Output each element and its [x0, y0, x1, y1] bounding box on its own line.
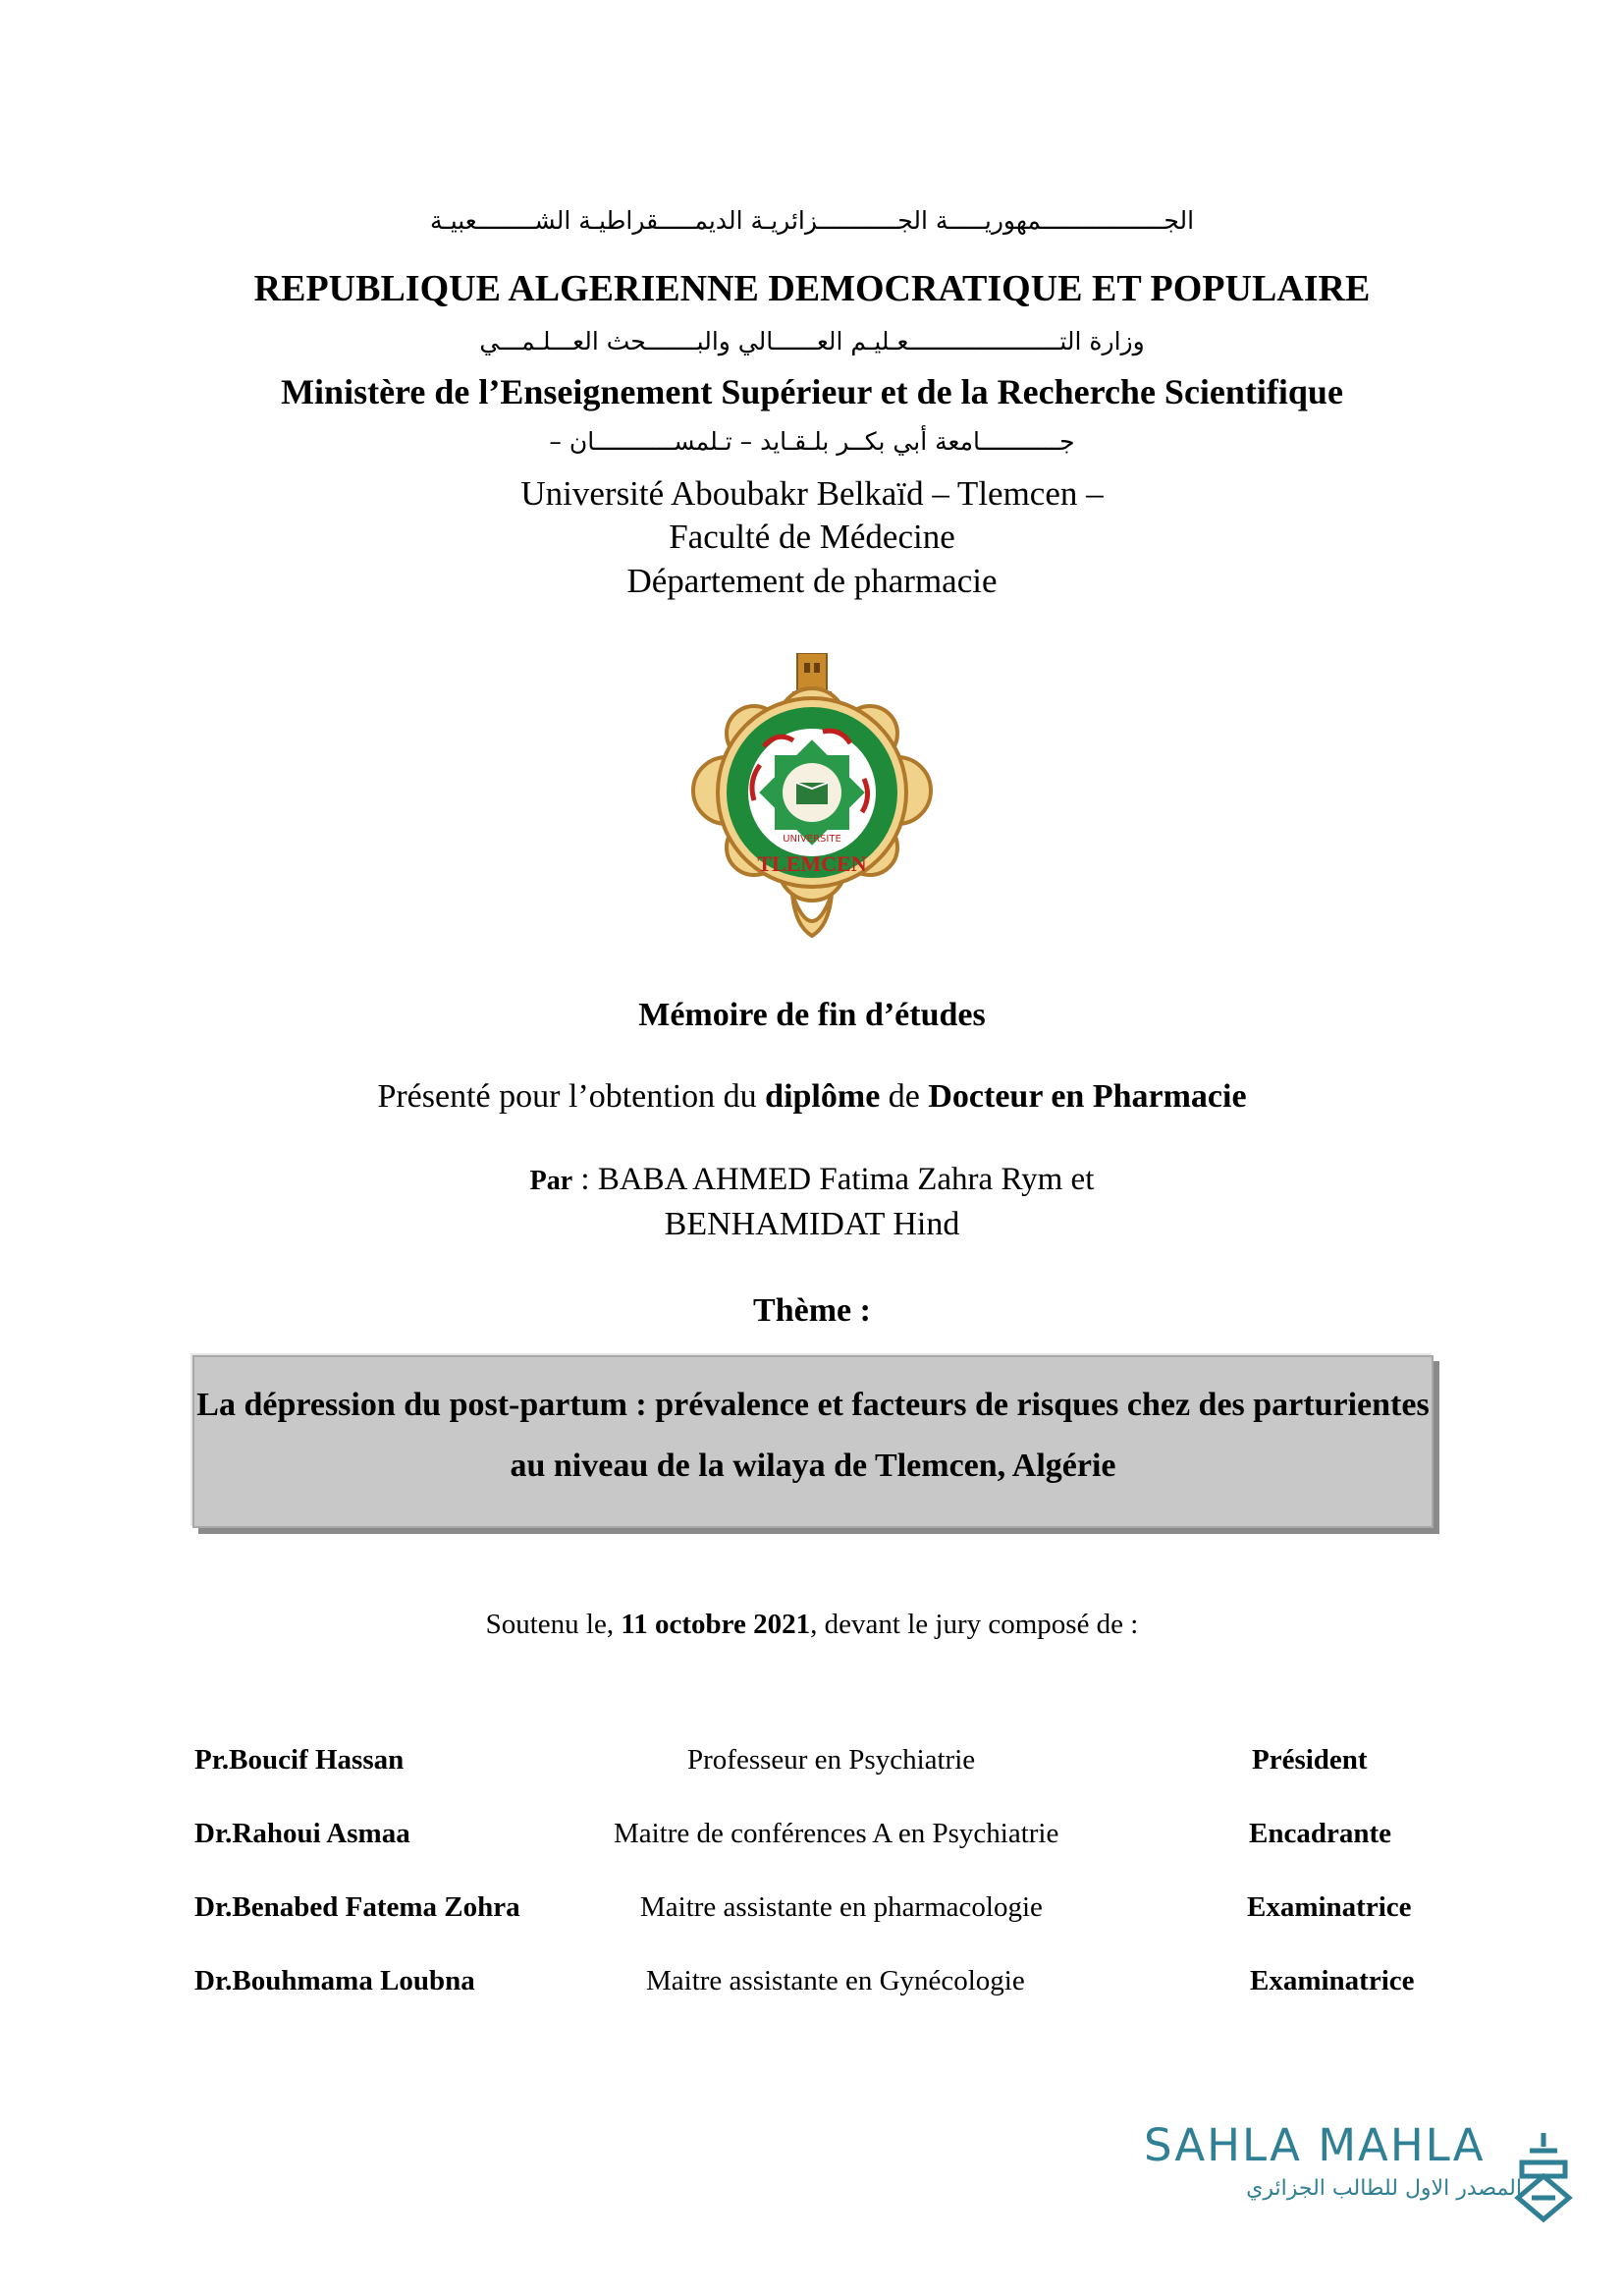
defended-suffix: , devant le jury composé de :	[810, 1609, 1139, 1640]
sahla-mahla-logo-icon	[1512, 2129, 1576, 2222]
arabic-republic-heading: الجـــــــــــــــــمهوريـــــة الجـــــــــــزائريـة الديمـــــقراطيـة الشــــــــعبيـة	[429, 206, 1195, 235]
jury-row	[0, 1818, 1624, 1857]
republic-heading: REPUBLIQUE ALGERIENNE DEMOCRATIQUE ET POPULAIRE	[253, 268, 1371, 309]
jury-name: Dr.Rahoui Asmaa	[194, 1818, 410, 1849]
arabic-ministry-heading: وزارة التـــــــــــــــــــــعـليـم العــــــالي والبـــــــحث العـــلـمـــي	[479, 327, 1145, 355]
jury-name: Pr.Boucif Hassan	[194, 1744, 405, 1776]
watermark	[1144, 2119, 1576, 2267]
department-name: Département de pharmacie	[626, 562, 998, 600]
university-name: Université Aboubakr Belkaïd – Tlemcen –	[520, 474, 1104, 513]
presented-prefix: Présenté pour l’obtention du	[377, 1078, 766, 1115]
theme-box	[192, 1355, 1434, 1528]
university-tlemcen-emblem-icon	[685, 653, 939, 938]
svg-text:TLEMCEN	[757, 851, 866, 876]
jury-role: Encadrante	[1249, 1818, 1391, 1849]
jury-row	[0, 1744, 1624, 1783]
jury-row	[0, 1965, 1624, 2004]
watermark-brand: SAHLA MAHLA	[1144, 2119, 1486, 2171]
logo-text-tlemcen: TLEMCEN	[757, 851, 867, 876]
defended-date: 11 octobre 2021	[621, 1609, 811, 1640]
thesis-type: Mémoire de fin d’études	[638, 997, 986, 1033]
jury-role: Président	[1252, 1744, 1368, 1776]
authors-line	[0, 1162, 1624, 1198]
theme-label: Thème :	[753, 1292, 871, 1329]
faculty-name: Faculté de Médecine	[669, 518, 955, 556]
presented-diploma: diplôme	[765, 1078, 881, 1115]
watermark-tagline: المصدر الاول للطالب الجزائري	[1246, 2176, 1522, 2201]
presented-mid: de	[880, 1078, 929, 1115]
jury-row	[0, 1891, 1624, 1931]
jury-title: Maitre de conférences A en Psychiatrie	[614, 1818, 1059, 1849]
jury-name: Dr.Benabed Fatema Zohra	[194, 1891, 520, 1923]
ministry-heading: Ministère de l’Enseignement Supérieur et de la Recherche Scientifique	[281, 372, 1343, 411]
author-1: BABA AHMED Fatima Zahra Rym et	[597, 1162, 1095, 1197]
jury-title: Professeur en Psychiatrie	[687, 1744, 976, 1776]
jury-role: Examinatrice	[1247, 1891, 1412, 1923]
by-separator: :	[572, 1162, 598, 1197]
author-2: BENHAMIDAT Hind	[664, 1206, 960, 1242]
svg-text:UNIVERSITE	[783, 834, 841, 845]
by-label: Par	[529, 1166, 573, 1196]
jury-name: Dr.Bouhmama Loubna	[194, 1965, 475, 1996]
defended-prefix: Soutenu le,	[485, 1609, 622, 1640]
arabic-university-heading: جـــــــــــامعة أبي بكــر بلـقـايد – تـلمســـــــــــان –	[549, 427, 1075, 456]
presented-degree: Docteur en Pharmacie	[928, 1078, 1247, 1115]
jury-role: Examinatrice	[1250, 1965, 1415, 1996]
jury-title: Maitre assistante en Gynécologie	[646, 1965, 1025, 1996]
jury-title: Maitre assistante en pharmacologie	[640, 1891, 1043, 1923]
thesis-title: La dépression du post-partum : prévalence et facteurs de risques chez des parturientes au niveau de la wilaya de Tlemcen, Algérie	[196, 1387, 1430, 1484]
presented-line	[0, 1078, 1624, 1116]
defense-line	[0, 1609, 1624, 1641]
logo-text-universite: UNIVERSITE	[783, 834, 841, 845]
